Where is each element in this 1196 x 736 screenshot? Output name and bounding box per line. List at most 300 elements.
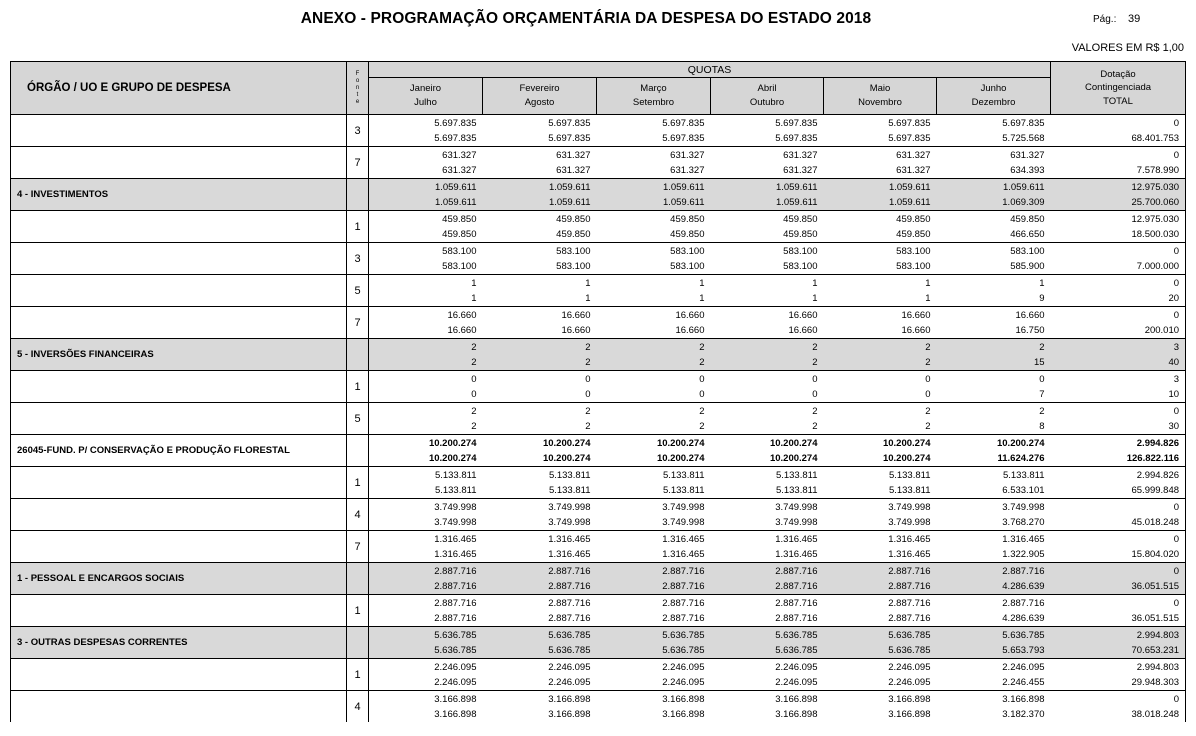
value-first-semester: 10.200.274 (428, 437, 477, 449)
value-second-semester: 30 (1168, 420, 1180, 432)
value-first-semester: 2.887.716 (1002, 597, 1045, 609)
header-total-line-3: TOTAL (1103, 95, 1133, 107)
quota-cell (824, 371, 937, 403)
value-second-semester: 583.100 (783, 260, 818, 272)
value-second-semester: 2.887.716 (888, 612, 931, 624)
quota-cell (483, 371, 597, 403)
value-first-semester: 0 (585, 373, 591, 385)
value-second-semester: 10.200.274 (428, 452, 477, 464)
value-first-semester: 2.887.716 (662, 597, 705, 609)
value-second-semester: 2.246.095 (888, 676, 931, 688)
value-first-semester: 0 (1039, 373, 1045, 385)
value-second-semester: 2.887.716 (662, 580, 705, 592)
quota-cell (483, 659, 597, 691)
quota-cell (597, 659, 711, 691)
quota-cell (483, 595, 597, 627)
value-second-semester: 1 (585, 292, 591, 304)
table-row (11, 211, 1186, 243)
quota-cell (711, 595, 824, 627)
value-second-semester: 7.578.990 (1136, 164, 1180, 176)
quota-cell (483, 563, 597, 595)
row-fonte: 3 (347, 243, 369, 275)
table-row (11, 307, 1186, 339)
quota-cell (597, 627, 711, 659)
quota-cell (711, 371, 824, 403)
value-first-semester: 5.697.835 (548, 117, 591, 129)
row-label: 4 - INVESTIMENTOS (11, 179, 347, 211)
quota-cell (824, 563, 937, 595)
header-orgao: ÓRGÃO / UO E GRUPO DE DESPESA (11, 62, 347, 115)
quota-cell (937, 467, 1051, 499)
value-second-semester: 15.804.020 (1131, 548, 1180, 560)
quota-cell (937, 531, 1051, 563)
value-first-semester: 16.660 (1015, 309, 1045, 321)
value-second-semester: 2 (585, 420, 591, 432)
value-second-semester: 1 (925, 292, 931, 304)
row-fonte (347, 627, 369, 659)
fonte-letter: F (355, 70, 360, 77)
value-second-semester: 2 (925, 420, 931, 432)
value-first-semester: 459.850 (670, 213, 705, 225)
quota-cell (483, 115, 597, 147)
value-second-semester: 10.200.274 (656, 452, 705, 464)
value-second-semester: 3.182.370 (1002, 708, 1045, 720)
table-row (11, 115, 1186, 147)
value-second-semester: 6.533.101 (1002, 484, 1045, 496)
fonte-letter: e (355, 98, 360, 105)
table-row (11, 563, 1186, 595)
month-name: Março (640, 83, 667, 95)
value-first-semester: 583.100 (896, 245, 931, 257)
quota-cell (369, 563, 483, 595)
quota-cell (597, 179, 711, 211)
quota-cell (937, 691, 1051, 723)
value-second-semester: 2.887.716 (548, 580, 591, 592)
month-name: Dezembro (971, 97, 1016, 109)
value-second-semester: 634.393 (1010, 164, 1045, 176)
value-second-semester: 16.660 (447, 324, 477, 336)
value-first-semester: 0 (1173, 693, 1180, 705)
row-label (11, 595, 347, 627)
value-first-semester: 1.316.465 (1002, 533, 1045, 545)
value-second-semester: 1 (699, 292, 705, 304)
row-label (11, 659, 347, 691)
value-first-semester: 16.660 (901, 309, 931, 321)
value-first-semester: 631.327 (896, 149, 931, 161)
value-first-semester: 16.660 (788, 309, 818, 321)
value-first-semester: 3.166.898 (548, 693, 591, 705)
month-name: Fevereiro (519, 83, 560, 95)
value-first-semester: 583.100 (1010, 245, 1045, 257)
value-second-semester: 1.322.905 (1002, 548, 1045, 560)
header-quotas: QUOTAS (369, 62, 1051, 78)
value-first-semester: 459.850 (1010, 213, 1045, 225)
value-second-semester: 10.200.274 (769, 452, 818, 464)
value-second-semester: 16.660 (901, 324, 931, 336)
table-row (11, 275, 1186, 307)
value-second-semester: 0 (812, 388, 818, 400)
total-cell (1051, 211, 1186, 243)
value-second-semester: 0 (925, 388, 931, 400)
page-number: 39 (1128, 13, 1141, 25)
quota-cell (824, 467, 937, 499)
value-first-semester: 0 (1173, 405, 1180, 417)
value-first-semester: 2 (585, 405, 591, 417)
quota-cell (711, 659, 824, 691)
value-second-semester: 7 (1039, 388, 1045, 400)
value-second-semester: 3.749.998 (775, 516, 818, 528)
quota-cell (937, 371, 1051, 403)
value-second-semester: 11.624.276 (997, 452, 1045, 464)
row-fonte: 3 (347, 115, 369, 147)
value-second-semester: 631.327 (556, 164, 591, 176)
value-first-semester: 0 (1173, 597, 1180, 609)
value-second-semester: 5.133.811 (548, 484, 591, 496)
header-month (824, 78, 937, 115)
value-second-semester: 68.401.753 (1131, 132, 1180, 144)
value-second-semester: 5.133.811 (775, 484, 818, 496)
value-first-semester: 10.200.274 (996, 437, 1045, 449)
value-second-semester: 70.653.231 (1131, 644, 1180, 656)
quota-cell (824, 627, 937, 659)
value-second-semester: 5.133.811 (888, 484, 931, 496)
value-second-semester: 459.850 (783, 228, 818, 240)
value-first-semester: 2 (812, 405, 818, 417)
table-row (11, 691, 1186, 723)
quota-cell (369, 211, 483, 243)
quota-cell (937, 211, 1051, 243)
month-name: Novembro (858, 97, 902, 109)
quota-cell (483, 307, 597, 339)
value-second-semester: 631.327 (442, 164, 477, 176)
quota-cell (483, 531, 597, 563)
row-fonte: 1 (347, 371, 369, 403)
quota-cell (369, 467, 483, 499)
value-first-semester: 1.059.611 (662, 181, 705, 193)
value-second-semester: 16.660 (675, 324, 705, 336)
quota-cell (369, 435, 483, 467)
value-second-semester: 1.316.465 (548, 548, 591, 560)
row-label (11, 691, 347, 723)
row-label (11, 211, 347, 243)
value-first-semester: 1.316.465 (548, 533, 591, 545)
quota-cell (483, 467, 597, 499)
value-second-semester: 18.500.030 (1131, 228, 1180, 240)
value-first-semester: 0 (1173, 309, 1180, 321)
table-row (11, 595, 1186, 627)
value-first-semester: 2 (925, 405, 931, 417)
total-cell (1051, 339, 1186, 371)
month-name: Abril (757, 83, 777, 95)
value-first-semester: 2 (699, 405, 705, 417)
total-cell (1051, 371, 1186, 403)
quota-cell (824, 243, 937, 275)
value-second-semester: 0 (471, 388, 477, 400)
value-second-semester: 459.850 (670, 228, 705, 240)
quota-cell (483, 691, 597, 723)
quota-cell (597, 275, 711, 307)
quota-cell (369, 403, 483, 435)
total-cell (1051, 115, 1186, 147)
value-first-semester: 3.166.898 (888, 693, 931, 705)
value-first-semester: 2.887.716 (775, 597, 818, 609)
quota-cell (597, 339, 711, 371)
total-cell (1051, 659, 1186, 691)
quota-cell (483, 627, 597, 659)
quota-cell (597, 563, 711, 595)
quota-cell (369, 595, 483, 627)
value-second-semester: 2 (471, 356, 477, 368)
quota-cell (937, 179, 1051, 211)
value-first-semester: 2.887.716 (1002, 565, 1045, 577)
quota-cell (711, 179, 824, 211)
quota-cell (711, 563, 824, 595)
value-second-semester: 1 (471, 292, 477, 304)
value-second-semester: 3.166.898 (775, 708, 818, 720)
table-row (11, 403, 1186, 435)
value-second-semester: 8 (1039, 420, 1045, 432)
table-row (11, 147, 1186, 179)
quota-cell (711, 243, 824, 275)
table-row (11, 627, 1186, 659)
value-first-semester: 5.133.811 (1002, 469, 1045, 481)
value-second-semester: 3.166.898 (662, 708, 705, 720)
row-label: 5 - INVERSÕES FINANCEIRAS (11, 339, 347, 371)
quota-cell (711, 435, 824, 467)
total-cell (1051, 499, 1186, 531)
value-second-semester: 29.948.303 (1131, 676, 1180, 688)
value-second-semester: 583.100 (896, 260, 931, 272)
value-first-semester: 631.327 (670, 149, 705, 161)
quota-cell (937, 147, 1051, 179)
value-first-semester: 2.887.716 (548, 597, 591, 609)
row-fonte: 5 (347, 275, 369, 307)
value-first-semester: 0 (1173, 149, 1180, 161)
value-first-semester: 3.749.998 (548, 501, 591, 513)
quota-cell (597, 435, 711, 467)
quota-cell (597, 691, 711, 723)
value-second-semester: 3.166.898 (434, 708, 477, 720)
value-first-semester: 3.166.898 (775, 693, 818, 705)
row-fonte: 1 (347, 659, 369, 691)
value-second-semester: 5.636.785 (548, 644, 591, 656)
value-second-semester: 2.887.716 (434, 580, 477, 592)
value-first-semester: 2 (925, 341, 931, 353)
quota-cell (597, 403, 711, 435)
quota-cell (369, 627, 483, 659)
value-second-semester: 16.750 (1015, 324, 1045, 336)
quota-cell (824, 179, 937, 211)
header-total (1051, 62, 1186, 115)
value-second-semester: 631.327 (783, 164, 818, 176)
value-second-semester: 36.051.515 (1131, 580, 1180, 592)
row-fonte: 7 (347, 531, 369, 563)
quota-cell (824, 435, 937, 467)
value-first-semester: 5.636.785 (1002, 629, 1045, 641)
value-first-semester: 1 (699, 277, 705, 289)
value-second-semester: 2.887.716 (888, 580, 931, 592)
quota-cell (597, 307, 711, 339)
value-first-semester: 3.749.998 (662, 501, 705, 513)
value-first-semester: 5.636.785 (548, 629, 591, 641)
quota-cell (597, 243, 711, 275)
value-first-semester: 16.660 (675, 309, 705, 321)
quota-cell (937, 339, 1051, 371)
table-row (11, 499, 1186, 531)
quota-cell (597, 467, 711, 499)
value-first-semester: 2 (471, 341, 477, 353)
value-first-semester: 16.660 (561, 309, 591, 321)
value-second-semester: 1.316.465 (434, 548, 477, 560)
value-first-semester: 10.200.274 (882, 437, 931, 449)
quota-cell (369, 691, 483, 723)
value-second-semester: 5.653.793 (1002, 644, 1045, 656)
value-second-semester: 583.100 (670, 260, 705, 272)
value-first-semester: 583.100 (556, 245, 591, 257)
quota-cell (369, 275, 483, 307)
value-second-semester: 2.887.716 (662, 612, 705, 624)
table-row (11, 371, 1186, 403)
quota-cell (824, 307, 937, 339)
value-second-semester: 459.850 (896, 228, 931, 240)
month-name: Agosto (524, 97, 555, 109)
row-label (11, 371, 347, 403)
value-second-semester: 2.887.716 (434, 612, 477, 624)
value-second-semester: 2 (812, 420, 818, 432)
header-fonte (347, 62, 369, 115)
value-first-semester: 5.636.785 (775, 629, 818, 641)
month-name: Janeiro (409, 83, 442, 95)
value-first-semester: 2 (471, 405, 477, 417)
value-first-semester: 12.975.030 (1131, 181, 1180, 193)
value-second-semester: 16.660 (561, 324, 591, 336)
row-fonte: 4 (347, 691, 369, 723)
row-fonte (347, 339, 369, 371)
value-first-semester: 2.246.095 (662, 661, 705, 673)
value-first-semester: 2.887.716 (775, 565, 818, 577)
value-first-semester: 0 (1173, 245, 1180, 257)
value-first-semester: 631.327 (442, 149, 477, 161)
value-second-semester: 10.200.274 (542, 452, 591, 464)
value-second-semester: 2.887.716 (775, 612, 818, 624)
quota-cell (711, 339, 824, 371)
value-second-semester: 1.059.611 (775, 196, 818, 208)
value-first-semester: 5.636.785 (888, 629, 931, 641)
total-cell (1051, 691, 1186, 723)
quota-cell (711, 147, 824, 179)
quota-cell (824, 691, 937, 723)
value-second-semester: 3.166.898 (888, 708, 931, 720)
quota-cell (937, 275, 1051, 307)
value-second-semester: 459.850 (442, 228, 477, 240)
value-first-semester: 1.316.465 (775, 533, 818, 545)
quota-cell (711, 115, 824, 147)
fonte-letter: o (355, 77, 360, 84)
value-second-semester: 5.133.811 (662, 484, 705, 496)
value-first-semester: 2.887.716 (888, 565, 931, 577)
quota-cell (711, 499, 824, 531)
value-first-semester: 3.166.898 (662, 693, 705, 705)
value-second-semester: 631.327 (896, 164, 931, 176)
total-cell (1051, 531, 1186, 563)
value-second-semester: 583.100 (556, 260, 591, 272)
quota-cell (711, 467, 824, 499)
month-name: Maio (869, 83, 891, 95)
total-cell (1051, 563, 1186, 595)
quota-cell (483, 211, 597, 243)
quota-cell (369, 371, 483, 403)
table-row (11, 179, 1186, 211)
value-second-semester: 631.327 (670, 164, 705, 176)
value-first-semester: 0 (925, 373, 931, 385)
value-first-semester: 1 (585, 277, 591, 289)
value-second-semester: 1.316.465 (888, 548, 931, 560)
value-second-semester: 1.059.611 (434, 196, 477, 208)
quota-cell (824, 659, 937, 691)
quota-cell (369, 179, 483, 211)
value-first-semester: 2 (585, 341, 591, 353)
header-month (937, 78, 1051, 115)
value-second-semester: 5.697.835 (662, 132, 705, 144)
value-second-semester: 9 (1039, 292, 1045, 304)
value-first-semester: 2.246.095 (775, 661, 818, 673)
row-label (11, 531, 347, 563)
value-second-semester: 2 (925, 356, 931, 368)
value-first-semester: 583.100 (442, 245, 477, 257)
value-second-semester: 1.316.465 (775, 548, 818, 560)
value-second-semester: 7.000.000 (1136, 260, 1180, 272)
value-second-semester: 5.636.785 (662, 644, 705, 656)
value-second-semester: 585.900 (1010, 260, 1045, 272)
value-second-semester: 3.749.998 (434, 516, 477, 528)
row-label (11, 243, 347, 275)
page-label: Pág.: (1093, 14, 1117, 25)
quota-cell (369, 499, 483, 531)
table-row (11, 339, 1186, 371)
value-first-semester: 5.636.785 (434, 629, 477, 641)
value-second-semester: 4.286.639 (1002, 612, 1045, 624)
value-first-semester: 3 (1173, 373, 1180, 385)
quota-cell (483, 275, 597, 307)
value-first-semester: 2.246.095 (434, 661, 477, 673)
table-row (11, 531, 1186, 563)
table-row (11, 435, 1186, 467)
value-second-semester: 2.887.716 (548, 612, 591, 624)
total-cell (1051, 627, 1186, 659)
value-second-semester: 10.200.274 (882, 452, 931, 464)
value-second-semester: 126.822.116 (1126, 452, 1180, 464)
row-fonte: 1 (347, 595, 369, 627)
value-first-semester: 5.697.835 (775, 117, 818, 129)
value-first-semester: 2.994.826 (1136, 437, 1180, 449)
value-first-semester: 583.100 (670, 245, 705, 257)
row-fonte: 5 (347, 403, 369, 435)
quota-cell (937, 435, 1051, 467)
month-name: Junho (980, 83, 1007, 95)
table-row (11, 243, 1186, 275)
value-first-semester: 2.994.826 (1136, 469, 1180, 481)
value-second-semester: 2.246.095 (548, 676, 591, 688)
value-first-semester: 16.660 (447, 309, 477, 321)
quota-cell (711, 531, 824, 563)
value-second-semester: 466.650 (1010, 228, 1045, 240)
value-first-semester: 2.246.095 (1002, 661, 1045, 673)
value-first-semester: 1 (925, 277, 931, 289)
quota-cell (937, 563, 1051, 595)
value-first-semester: 1.059.611 (775, 181, 818, 193)
value-second-semester: 2.246.095 (775, 676, 818, 688)
value-first-semester: 0 (1173, 117, 1180, 129)
